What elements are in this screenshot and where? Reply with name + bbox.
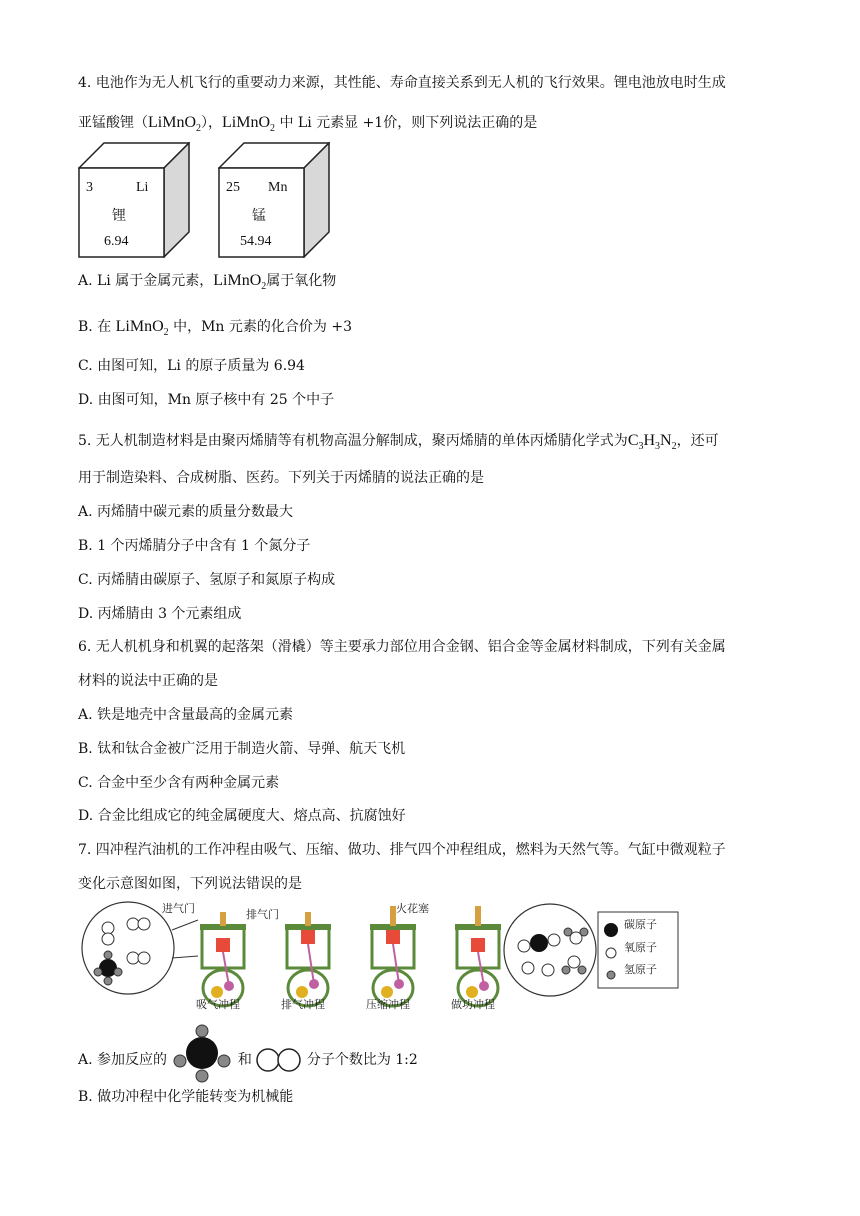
element-symbol: Li bbox=[136, 180, 149, 195]
q5-option-a: A. 丙烯腈中碳元素的质量分数最大 bbox=[78, 504, 294, 520]
q6-stem-line2: 材料的说法中正确的是 bbox=[78, 673, 218, 689]
q7-option-a: A. 参加反应的 和 分子个数比为 1:2 bbox=[78, 1036, 418, 1072]
acrylonitrile-formula: $C_3H_3N_2$ bbox=[627, 432, 677, 453]
q6-option-a: A. 铁是地壳中含量最高的金属元素 bbox=[78, 707, 294, 723]
legend-oxygen: 氧原子 bbox=[624, 941, 657, 954]
atomic-mass: 54.94 bbox=[240, 234, 272, 249]
element-tile-box bbox=[78, 142, 190, 258]
q4-stem-line2 bbox=[78, 114, 537, 138]
exhaust-valve-label: 排气门 bbox=[246, 908, 279, 921]
spark-plug-label: 火花塞 bbox=[396, 902, 429, 915]
q6-option-d: D. 合金比组成它的纯金属硬度大、熔点高、抗腐蚀好 bbox=[78, 808, 406, 824]
atomic-mass: 6.94 bbox=[104, 234, 129, 249]
q5-option-c: C. 丙烯腈由碳原子、氢原子和氮原子构成 bbox=[78, 572, 336, 588]
atomic-number: 3 bbox=[86, 180, 93, 195]
element-tile-lithium bbox=[78, 142, 190, 262]
q5-option-b: B. 1 个丙烯腈分子中含有 1 个氮分子 bbox=[78, 538, 311, 554]
q4-stem-text: ）， bbox=[201, 115, 222, 131]
q7-stem-line1: 7. 四冲程汽油机的工作冲程由吸气、压缩、做功、排气四个冲程组成，燃料为天然气等。气缸中微观粒子 bbox=[78, 842, 726, 858]
element-tile-box bbox=[218, 142, 330, 258]
q5-option-d: D. 丙烯腈由 3 个元素组成 bbox=[78, 606, 242, 622]
q7-option-b: B. 做功冲程中化学能转变为机械能 bbox=[78, 1089, 294, 1105]
q4-option-c: C. 由图可知，Li 的原子质量为 6.94 bbox=[78, 358, 305, 374]
lithium-manganite-formula: LiMnO$_2$ bbox=[213, 272, 267, 293]
q6-stem-line1: 6. 无人机机身和机翼的起落架（滑橇）等主要承力部位用合金钢、铝合金等金属材料制成，下列有关金属 bbox=[78, 639, 726, 655]
q4-stem-line1: 4. 电池作为无人机飞行的重要动力来源，其性能、寿命直接关系到无人机的飞行效果。锂电池放电时生成 bbox=[78, 75, 726, 91]
element-name: 锰 bbox=[252, 209, 266, 224]
q4-stem-text: 亚锰酸锂（ bbox=[78, 115, 148, 131]
q5-stem-line2: 用于制造染料、合成树脂、医药。下列关于丙烯腈的说法正确的是 bbox=[78, 470, 484, 486]
oxygen-molecule-icon bbox=[256, 1047, 302, 1073]
intake-valve-label: 进气门 bbox=[162, 902, 195, 915]
engine-cycle-figure bbox=[78, 898, 688, 1018]
q6-option-b: B. 钛和钛合金被广泛用于制造火箭、导弹、航天飞机 bbox=[78, 741, 406, 757]
q4-option-a: A. Li 属于金属元素，LiMnO$_2$属于氧化物 bbox=[78, 272, 337, 293]
lithium-manganite-formula: LiMnO$_2$ bbox=[115, 318, 169, 339]
q4-option-d: D. 由图可知，Mn 原子核中有 25 个中子 bbox=[78, 392, 335, 408]
legend-carbon: 碳原子 bbox=[624, 918, 657, 931]
stroke-label: 排气冲程 bbox=[281, 998, 325, 1011]
stroke-label: 压缩冲程 bbox=[366, 998, 410, 1011]
lithium-manganite-formula: LiMnO$_2$ bbox=[148, 114, 201, 135]
element-symbol: Mn bbox=[268, 180, 288, 195]
legend-hydrogen: 氢原子 bbox=[624, 963, 657, 976]
element-name: 锂 bbox=[112, 209, 126, 224]
stroke-label: 吸气冲程 bbox=[196, 998, 240, 1011]
methane-molecule-icon bbox=[171, 1022, 233, 1084]
stroke-label: 做功冲程 bbox=[451, 998, 495, 1011]
q7-stem-line2: 变化示意图如图，下列说法错误的是 bbox=[78, 876, 302, 892]
atomic-number: 25 bbox=[226, 180, 240, 195]
element-tile-manganese bbox=[218, 142, 330, 262]
lithium-manganite-formula: LiMnO$_2$ bbox=[222, 114, 275, 135]
q4-option-b: B. 在 LiMnO$_2$ 中，Mn 元素的化合价为 +3 bbox=[78, 318, 352, 339]
q6-option-c: C. 合金中至少含有两种金属元素 bbox=[78, 775, 280, 791]
q4-stem-text: 中 Li 元素显 +1价，则下列说法正确的是 bbox=[279, 115, 538, 131]
q5-stem-line1: 5. 无人机制造材料是由聚丙烯腈等有机物高温分解制成，聚丙烯腈的单体丙烯腈化学式为$C_3H_3N_2$，还可 bbox=[78, 432, 719, 453]
